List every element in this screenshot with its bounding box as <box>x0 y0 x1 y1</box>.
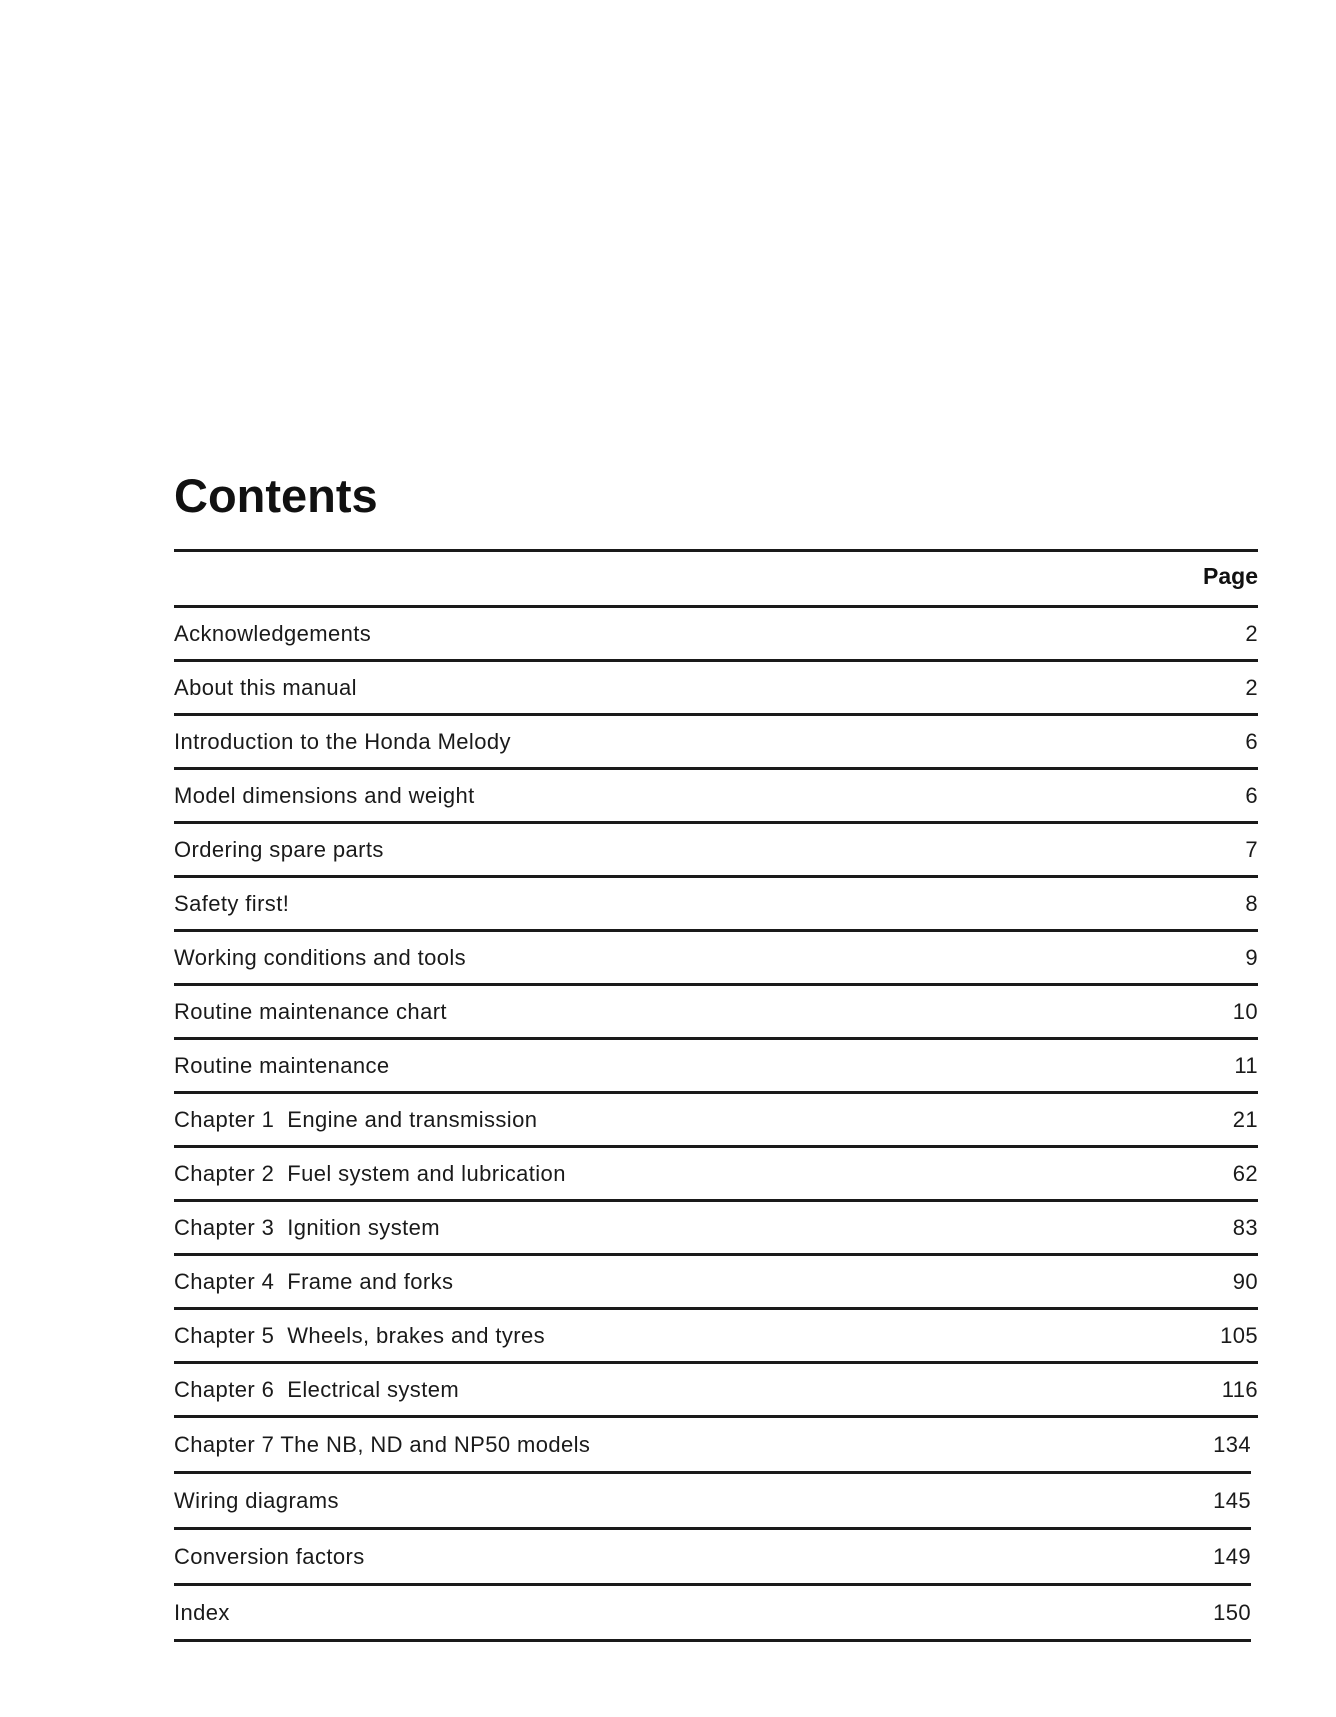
toc-entry-page: 150 <box>1213 1599 1251 1625</box>
toc-entry-page: 105 <box>1220 1322 1258 1348</box>
toc-entry-introduction[interactable] <box>174 716 1258 770</box>
toc-entry-ordering-spare-parts[interactable] <box>174 824 1258 878</box>
toc-entry-title: Introduction to the Honda Melody <box>174 728 511 754</box>
toc-entry-title: Chapter 3 Ignition system <box>174 1214 440 1240</box>
toc-entry-chapter-5[interactable] <box>174 1310 1258 1364</box>
toc-entry-page: 83 <box>1232 1214 1258 1240</box>
toc-entry-page: 90 <box>1232 1268 1258 1294</box>
toc-entry-title: Ordering spare parts <box>174 836 384 862</box>
toc-entry-page: 6 <box>1245 728 1258 754</box>
toc-entry-conversion-factors[interactable] <box>174 1530 1251 1586</box>
toc-entry-page: 21 <box>1232 1106 1258 1132</box>
toc-entry-safety-first[interactable] <box>174 878 1258 932</box>
page-column-header <box>174 552 1258 608</box>
toc-entry-about-manual[interactable] <box>174 662 1258 716</box>
toc-entry-chapter-4[interactable] <box>174 1256 1258 1310</box>
toc-entry-acknowledgements[interactable] <box>174 608 1258 662</box>
toc-entry-title: Chapter 5 Wheels, brakes and tyres <box>174 1322 546 1348</box>
toc-entry-title: Chapter 7 The NB, ND and NP50 models <box>174 1431 591 1457</box>
toc-entry-model-dimensions[interactable] <box>174 770 1258 824</box>
toc-entry-title: Safety first! <box>174 890 290 916</box>
toc-entry-title: Wiring diagrams <box>174 1487 339 1513</box>
toc-entry-page: 10 <box>1232 998 1258 1024</box>
toc-entry-title: Chapter 6 Electrical system <box>174 1376 460 1402</box>
toc-entry-title: Model dimensions and weight <box>174 782 475 808</box>
toc-entry-chapter-6[interactable] <box>174 1364 1258 1418</box>
page-title: Contents <box>174 469 378 522</box>
toc-entry-page: 149 <box>1213 1543 1251 1569</box>
toc-entry-page: 11 <box>1234 1052 1258 1078</box>
toc-entry-title: Conversion factors <box>174 1543 365 1569</box>
toc-entry-chapter-2[interactable] <box>174 1148 1258 1202</box>
toc-entry-page: 62 <box>1232 1160 1258 1186</box>
toc-entry-title: Working conditions and tools <box>174 944 467 970</box>
toc-entry-chapter-3[interactable] <box>174 1202 1258 1256</box>
toc-entry-page: 2 <box>1245 674 1258 700</box>
toc-entry-wiring-diagrams[interactable] <box>174 1474 1251 1530</box>
toc-entry-page: 134 <box>1213 1431 1251 1457</box>
toc-entry-routine-maintenance-chart[interactable] <box>174 986 1258 1040</box>
toc-entry-page: 8 <box>1245 890 1258 916</box>
toc-entry-title: About this manual <box>174 674 357 700</box>
toc-entry-title: Acknowledgements <box>174 620 372 646</box>
toc-entry-index[interactable] <box>174 1586 1251 1642</box>
toc-entry-title: Routine maintenance <box>174 1052 390 1078</box>
toc-entry-title: Chapter 1 Engine and transmission <box>174 1106 538 1132</box>
page-column-label: Page <box>1203 563 1258 589</box>
toc-entry-title: Chapter 2 Fuel system and lubrication <box>174 1160 566 1186</box>
toc-entry-title: Routine maintenance chart <box>174 998 447 1024</box>
toc-entry-page: 9 <box>1245 944 1258 970</box>
table-of-contents <box>174 549 1258 1642</box>
toc-entry-page: 2 <box>1245 620 1258 646</box>
toc-entry-page: 6 <box>1245 782 1258 808</box>
toc-entry-chapter-7[interactable] <box>174 1418 1251 1474</box>
toc-entry-chapter-1[interactable] <box>174 1094 1258 1148</box>
toc-entry-page: 7 <box>1245 836 1258 862</box>
toc-entry-title: Index <box>174 1599 230 1625</box>
toc-entry-page: 116 <box>1221 1376 1258 1402</box>
toc-entry-routine-maintenance[interactable] <box>174 1040 1258 1094</box>
toc-entry-working-conditions[interactable] <box>174 932 1258 986</box>
toc-entry-page: 145 <box>1213 1487 1251 1513</box>
toc-entry-title: Chapter 4 Frame and forks <box>174 1268 454 1294</box>
